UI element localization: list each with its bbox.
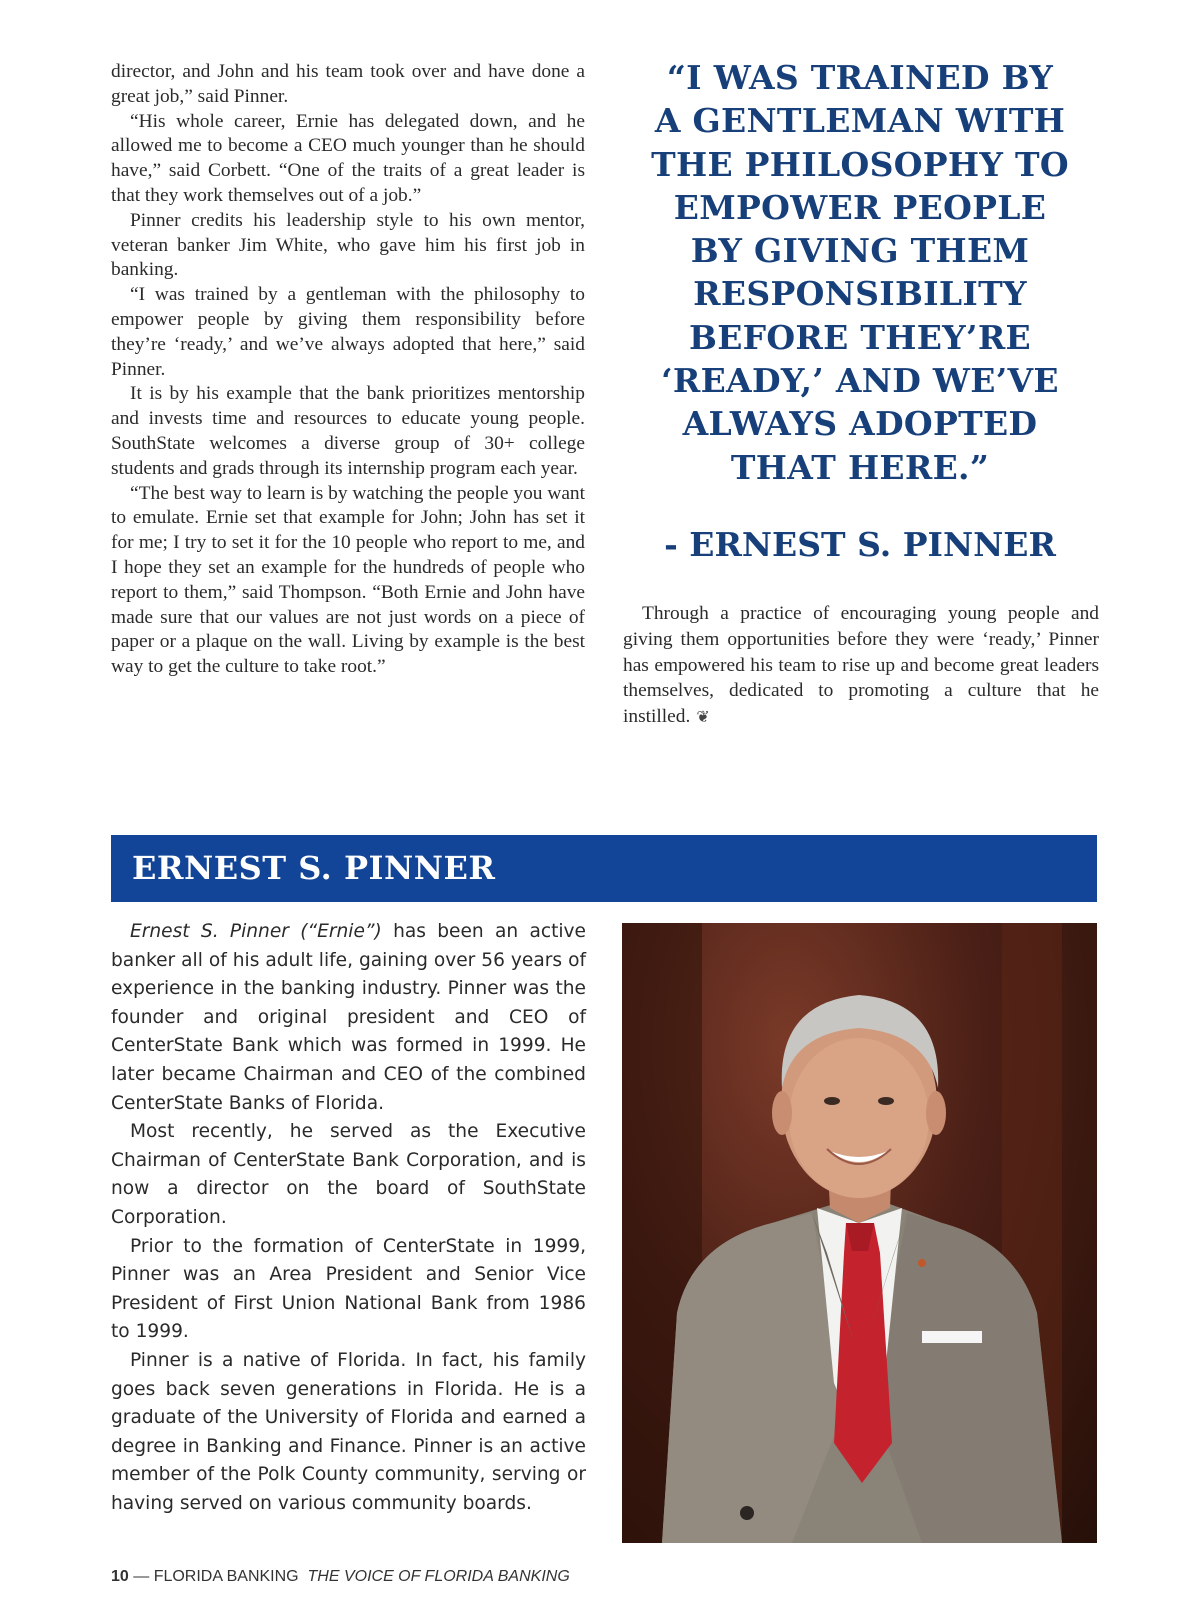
article-right-column bbox=[623, 601, 1099, 731]
portrait-illustration bbox=[622, 923, 1097, 1543]
pull-quote-line: BEFORE THEY’RE bbox=[689, 317, 1031, 357]
article-paragraph: director, and John and his team took over and have done a great job,” said Pinner. bbox=[111, 61, 585, 107]
sidebar-title-banner bbox=[111, 835, 1097, 902]
pull-quote-line: A GENTLEMAN WITH bbox=[654, 101, 1066, 141]
pull-quote-line: THAT HERE.” bbox=[730, 447, 990, 487]
article-paragraph: Pinner credits his leadership style to his own mentor, veteran banker Jim White, who gave him his first job in banking. bbox=[111, 209, 585, 281]
article-paragraph: It is by his example that the bank prioritizes mentorship and invests time and resources to educate young people. SouthState welcomes a diverse group of 30+ college students and grads through its internship program each year. bbox=[111, 383, 585, 479]
pull-quote-line: ‘READY,’ AND WE’VE bbox=[661, 361, 1059, 401]
bio-paragraph: Pinner is a native of Florida. In fact, his family goes back seven generations in Florida. He is a graduate of the University of Florida and earned a degree in Banking and Finance. Pinner is an active member of the Polk County community, serving or having served on various community boards. bbox=[111, 1349, 586, 1514]
portrait-photo bbox=[622, 923, 1097, 1543]
bio-paragraph: Prior to the formation of CenterState in 1999, Pinner was an Area President and Senior Vice President of First Union National Bank from 1986 to 1999. bbox=[111, 1235, 586, 1343]
pull-quote-line: ALWAYS ADOPTED bbox=[682, 404, 1038, 444]
page-number: 10 bbox=[111, 1568, 129, 1585]
article-paragraph: “I was trained by a gentleman with the philosophy to empower people by giving them responsibility before they’re ‘ready,’ and we’ve always adopted that here,” said Pinner. bbox=[111, 284, 585, 380]
end-mark-icon: ❦ bbox=[696, 709, 710, 727]
bio-paragraph bbox=[111, 918, 586, 1118]
article-left-column bbox=[111, 60, 585, 680]
pull-quote-line: EMPOWER PEOPLE bbox=[673, 187, 1047, 227]
bio-lead-text: has been an active banker all of his adult life, gaining over 56 years of experience in the banking industry. Pinner was the founder and original president and CEO of CenterState Bank which was formed in 1999. He later became Chairman and CEO of the combined CenterState Banks of Florida. bbox=[111, 921, 586, 1114]
bio-lead-name: Ernest S. Pinner (“Ernie”) bbox=[130, 921, 382, 942]
pull-quote-line: THE PHILOSOPHY TO bbox=[651, 144, 1069, 184]
publication-tagline: THE VOICE OF FLORIDA BANKING bbox=[307, 1568, 570, 1585]
pull-quote-attribution: - ERNEST S. PINNER bbox=[664, 525, 1056, 564]
footer-separator: — bbox=[128, 1568, 154, 1585]
article-paragraph-text: Through a practice of encouraging young people and giving them opportunities before they were ‘ready,’ Pinner has empowered his team to rise up and become great leaders themselves, dedicated to promoting a culture that he instilled. bbox=[623, 603, 1099, 728]
pull-quote-line: RESPONSIBILITY bbox=[693, 274, 1027, 314]
article-paragraph: “His whole career, Ernie has delegated down, and he allowed me to become a CEO much younger than he should have,” said Corbett. “One of the traits of a great leader is that they work themselves out of a job.” bbox=[111, 110, 585, 206]
sidebar-title: ERNEST S. PINNER bbox=[132, 849, 496, 887]
pull-quote-line: BY GIVING THEM bbox=[690, 231, 1030, 271]
publication-name: FLORIDA BANKING bbox=[153, 1568, 299, 1585]
article-paragraph: “The best way to learn is by watching the people you want to emulate. Ernie set that example for John; John has set it for me; I try to set it for the 10 people who report to me, and I hope they set an example for the hundreds of people who report to them,” said Thompson. “Both Ernie and John have made sure that our values are not just words on a piece of paper or a plaque on the wall. Living by example is the best way to get the culture to take root.” bbox=[111, 482, 586, 678]
bio-paragraph: Most recently, he served as the Executive Chairman of CenterState Bank Corporation, and is now a director on the board of SouthState Corporation. bbox=[111, 1121, 586, 1228]
article-paragraph bbox=[623, 601, 1099, 731]
pull-quote-line: “I WAS TRAINED BY bbox=[666, 58, 1054, 97]
pull-quote bbox=[620, 56, 1100, 489]
bio-text bbox=[111, 918, 586, 1518]
page-footer bbox=[111, 1568, 570, 1586]
